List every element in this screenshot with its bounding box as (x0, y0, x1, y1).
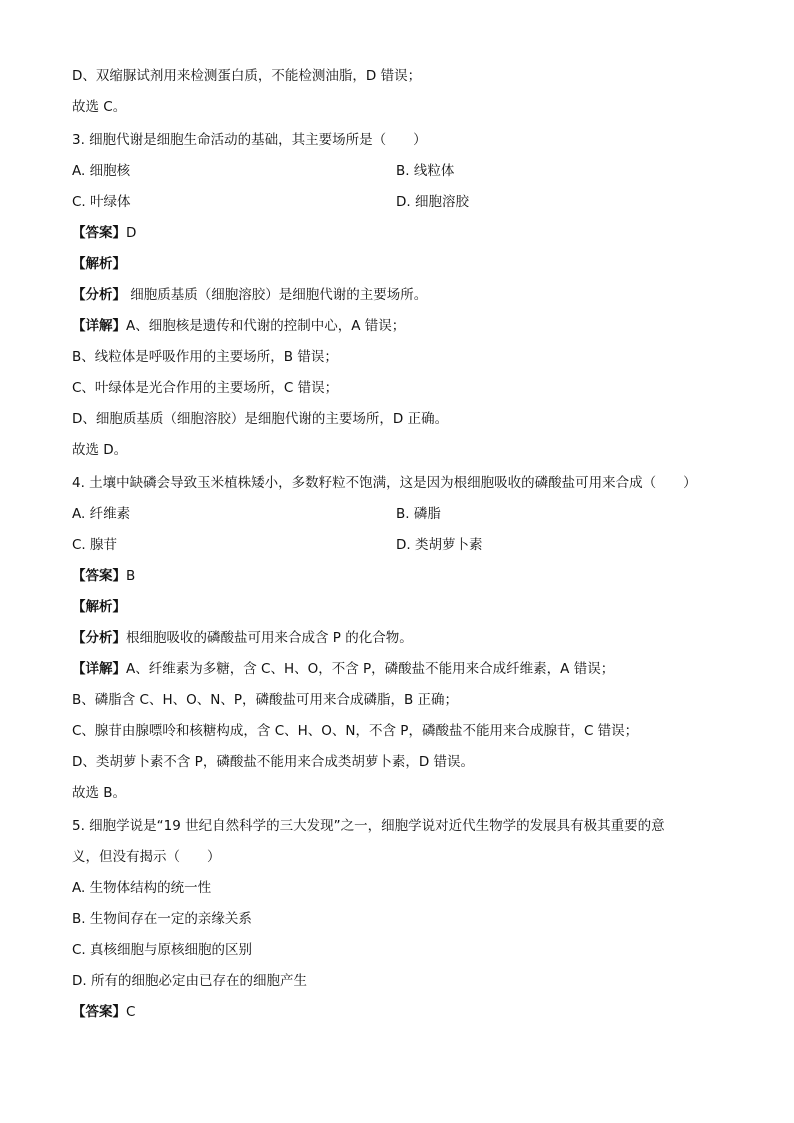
q3-detail-c: C、叶绿体是光合作用的主要场所，C 错误； (72, 380, 339, 396)
q3-analysis-heading (72, 254, 126, 274)
q4-fenxi-tag: 【分析】 (72, 630, 126, 646)
q3-answer (72, 223, 136, 243)
q4-fenxi (72, 628, 413, 648)
q5-answer (72, 1002, 135, 1022)
q2-option-d-explanation: D、双缩脲试剂用来检测蛋白质，不能检测油脂，D 错误； (72, 68, 422, 84)
q5-option-a: A. 生物体结构的统一性 (72, 880, 212, 896)
q3-fenxi-text: 细胞质基质（细胞溶胶）是细胞代谢的主要场所。 (130, 287, 428, 303)
q3-detail (72, 316, 405, 336)
q3-detail-tag: 【详解】 (72, 318, 126, 334)
q4-detail-c: C、腺苷由腺嘌呤和核糖构成，含 C、H、O、N，不含 P，磷酸盐不能用来合成腺苷，C 错误； (72, 723, 639, 739)
q3-option-c: C. 叶绿体 (72, 194, 131, 210)
q3-analysis-tag: 【解析】 (72, 256, 126, 272)
q3-fenxi (72, 285, 427, 305)
q4-answer-tag: 【答案】 (72, 568, 126, 584)
q3-conclusion: 故选 D。 (72, 442, 128, 458)
q4-analysis-heading (72, 597, 126, 617)
q3-option-a: A. 细胞核 (72, 163, 131, 179)
q4-detail (72, 659, 614, 679)
q4-option-c: C. 腺苷 (72, 537, 118, 553)
q4-answer-value: B (126, 568, 136, 584)
q4-detail-b: B、磷脂含 C、H、O、N、P，磷酸盐可用来合成磷脂，B 正确； (72, 692, 459, 708)
q3-stem: 3. 细胞代谢是细胞生命活动的基础，其主要场所是（ ） (72, 132, 427, 148)
q4-option-b: B. 磷脂 (396, 506, 441, 522)
q4-option-d: D. 类胡萝卜素 (396, 537, 483, 553)
q3-answer-tag: 【答案】 (72, 225, 126, 241)
q5-option-b: B. 生物间存在一定的亲缘关系 (72, 911, 252, 927)
q4-answer (72, 566, 135, 586)
q4-detail-a: A、纤维素为多糖，含 C、H、O，不含 P，磷酸盐不能用来合成纤维素，A 错误； (126, 661, 615, 677)
q3-option-d: D. 细胞溶胶 (396, 194, 469, 210)
q3-answer-value: D (126, 225, 137, 241)
q3-detail-b: B、线粒体是呼吸作用的主要场所，B 错误； (72, 349, 338, 365)
q3-detail-d: D、细胞质基质（细胞溶胶）是细胞代谢的主要场所，D 正确。 (72, 411, 449, 427)
q4-stem: 4. 土壤中缺磷会导致玉米植株矮小，多数籽粒不饱满，这是因为根细胞吸收的磷酸盐可用来合成（ ） (72, 475, 697, 491)
q4-detail-d: D、类胡萝卜素不含 P，磷酸盐不能用来合成类胡萝卜素，D 错误。 (72, 754, 475, 770)
q4-option-a: A. 纤维素 (72, 506, 131, 522)
q3-detail-a: A、细胞核是遗传和代谢的控制中心，A 错误； (126, 318, 406, 334)
q3-option-b: B. 线粒体 (396, 163, 455, 179)
q5-option-c: C. 真核细胞与原核细胞的区别 (72, 942, 253, 958)
q4-detail-tag: 【详解】 (72, 661, 126, 677)
q4-conclusion: 故选 B。 (72, 785, 127, 801)
q5-option-d: D. 所有的细胞必定由已存在的细胞产生 (72, 973, 307, 989)
q4-analysis-tag: 【解析】 (72, 599, 126, 615)
q5-stem-line-2: 义，但没有揭示（ ） (72, 849, 221, 865)
q5-answer-tag: 【答案】 (72, 1004, 126, 1020)
q3-fenxi-tag: 【分析】 (72, 287, 126, 303)
q5-stem-line-1: 5. 细胞学说是“19 世纪自然科学的三大发现”之一，细胞学说对近代生物学的发展具有极其重要的意 (72, 818, 665, 834)
q4-fenxi-text: 根细胞吸收的磷酸盐可用来合成含 P 的化合物。 (126, 630, 413, 646)
q2-conclusion: 故选 C。 (72, 99, 127, 115)
q5-answer-value: C (126, 1004, 136, 1020)
